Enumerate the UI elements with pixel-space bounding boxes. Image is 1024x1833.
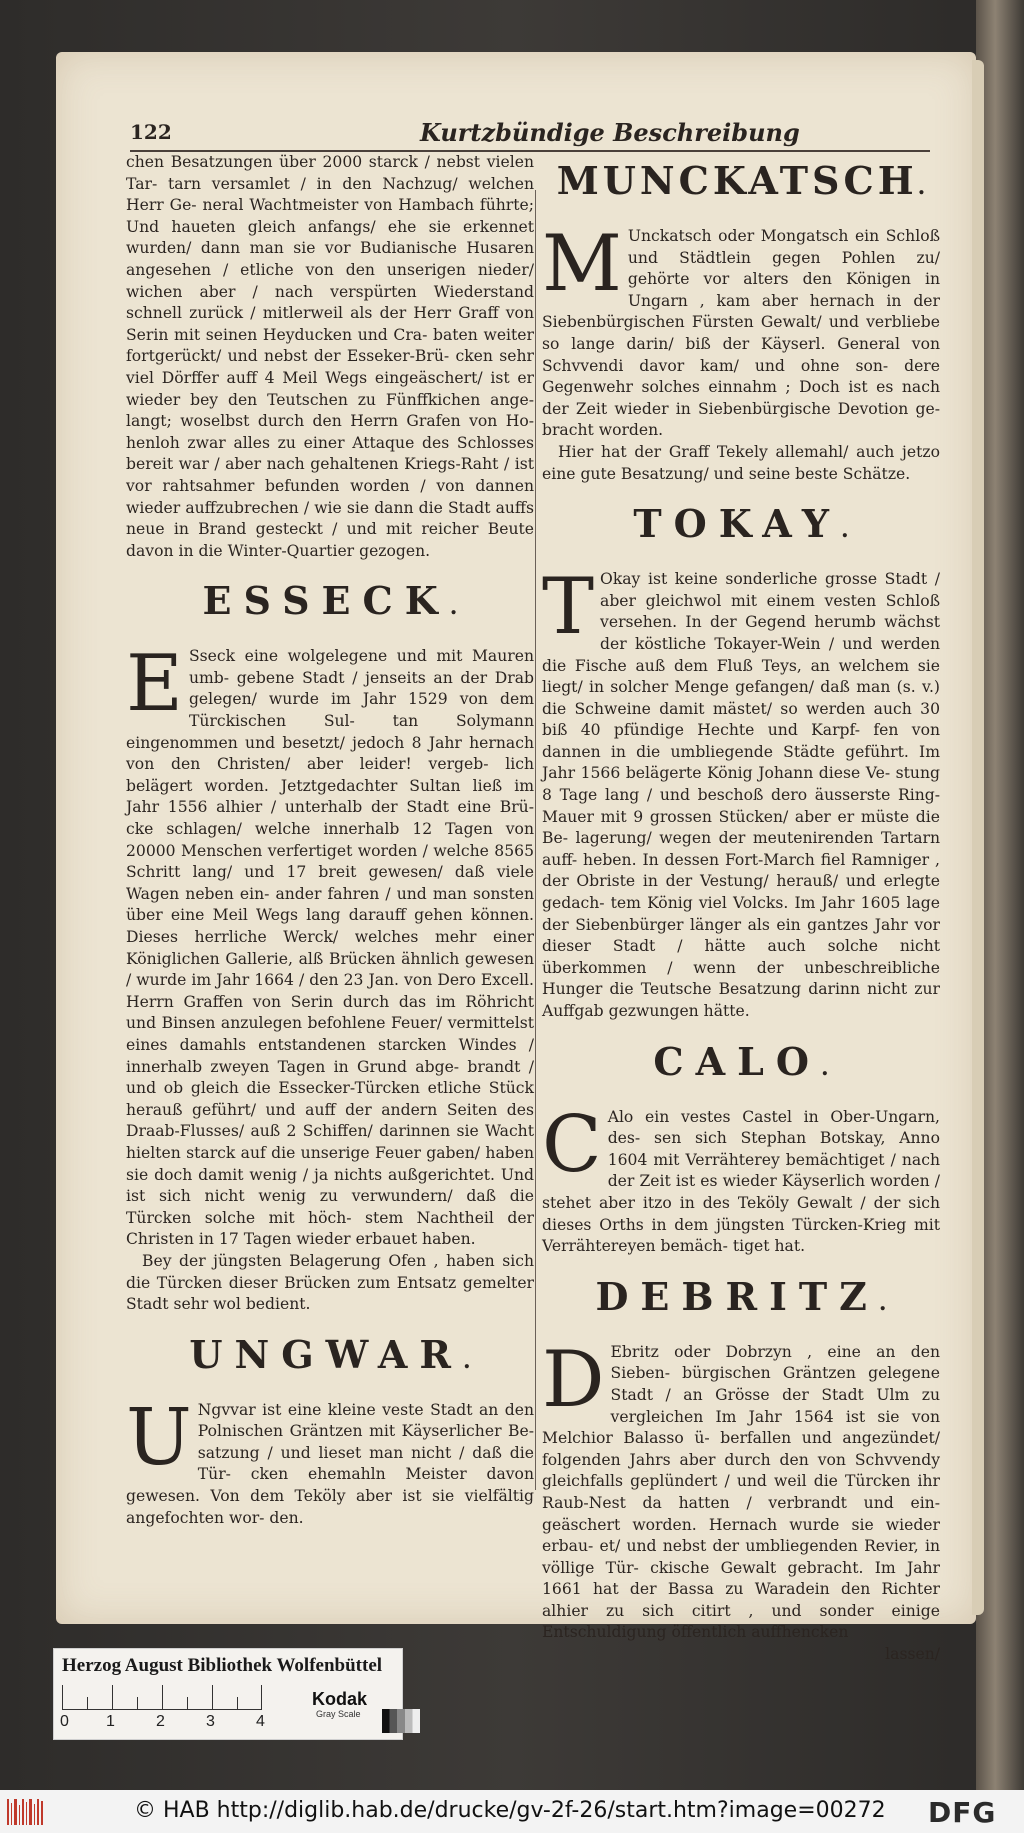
gray-scale-label: Gray Scale [316,1709,361,1719]
ruler-number: 1 [106,1713,115,1730]
running-title: Kurtzbündige Beschreibung [420,118,800,147]
heading-tokay: TOKAY . [542,503,940,551]
color-card [53,1648,403,1740]
dfg-logo: DFG [928,1796,997,1829]
tokay-paragraph-1: Okay ist keine sonderliche grosse Stadt / aber gleichwol mit einem vesten Schloß versehen. In der Gegend herumb wächst der köstliche Tokayer-Wein / und werden die Fische auß dem Fluß Teys, an welchem sie liegt/ in solcher Menge gefangen/ daß man (s. v.) die Schweine damit mästet/ so werden auch 30 biß 40 pfündige Hechte und Karpf- fen von dannen in die umbliegende Städte geführt. Im Jahr 1566 belägerte König Johann diese Ve- stung 8 Tage lang / und beschoß dero äusserste Ring- Mauer mit 9 grossen Stücken/ aber er müste die Be- lagerung/ wegen der meutenirenden Tartarn auff- heben. In dessen Fort-March fiel Ramniger , der Obriste in der Vestung/ herauß/ und erlegte gedach- tem König viel Volcks. Im Jahr 1605 lage der Siebenbürger länger als ein gantzes Jahr vor dieser Stadt / hätte auch solche nicht überkommen / wenn der unbeschreibliche Hunger die Teutsche Besatzung darinn nicht zur Auffgab gezwungen hätte. [542,570,940,1020]
ruler-tick [62,1685,63,1709]
ruler-number: 4 [256,1713,265,1730]
esseck-paragraph-1: Sseck eine wolgelegene und mit Mauren umb- gebene Stadt / jenseits an der Drab gelegen/ wurde im Jahr 1529 von dem Türckischen Sul- tan Solymann eingenommen und besetzt/ jedoch 8 Jahr hernach von den Christen/ aber leider! vergeb- lich belägert worden. Jetztgedachter Sultan ließ im Jahr 1556 alhier / unterhalb der Stadt eine Brü- cke schlagen/ welche innerhalb 12 Tagen von 20000 Menschen verfertiget worden / welche 8565 Schritt lang/ und 17 breit gewesen/ daß viele Wagen neben ein- ander fahren / und man sonsten über eine Meil Wegs lang darauff gehen können. Dieses herrliche Werck/ welches mehr einer Königlichen Gallerie, alß Brücken ähnlich gewesen / wurde im Jahr 1664 / den 23 Jan. von Dero Excell. Herrn Graffen von Serin durch das im Röhricht und Binsen anzulegen befohlene Feuer/ vermittelst eines damahls entstandenen starcken Windes / innerhalb zweyen Tagen in Grund abge- brandt / und ob gleich die Essecker-Türcken etliche Stück herauß geführt/ und auff der andern Seiten des Draab-Flusses/ auß 2 Schiffen/ darinnen sie Wacht hielten starck auf die unserige Feuer gaben/ haben sie doch damit wenig / ja nichts außgerichtet. Und ist sich nicht wenig zu verwundern/ daß die Türcken solche mit höch- stem Nachtheil der Christen in 17 Tagen wieder erbauet haben. [126,647,534,1249]
scale-ruler [62,1685,262,1710]
dropcap-e: E [126,639,183,730]
page-number: 122 [130,120,172,144]
munckatsch-paragraph-2: Hier hat der Graff Tekely allemahl/ auch jetzo eine gute Besatzung/ und seine beste Schätze. [542,442,940,483]
dropcap-u: U [126,1392,192,1483]
dropcap-m: M [542,219,622,309]
page-edge [972,60,984,1615]
ruler-tick [162,1685,163,1709]
ruler-tick [187,1697,188,1709]
heading-munckatsch: MUNCKATSCH . [542,160,940,208]
kodak-label: Kodak [312,1689,368,1709]
esseck-paragraph-2: Bey der jüngsten Belagerung Ofen , haben sich die Türcken dieser Brücken zum Entsatz gemelter Stadt sehr wol bedient. [126,1251,534,1314]
ungwar-paragraph-1: Ngvvar ist eine kleine veste Stadt an den Polnischen Gräntzen mit Käyserlicher Be- satzung / und lieset man nicht / daß die Tür- cken ehemahln Meister davon gewesen. Von dem Teköly aber ist sie vielfältig angefochten wor- den. [126,1400,534,1527]
page-header [70,80,930,147]
dropcap-t: T [542,562,595,653]
ruler-number: 3 [206,1713,215,1730]
debritz-paragraph-1: Ebritz oder Dobrzyn , eine an den Sieben- bürgischen Gräntzen gelegene Stadt / an Grösse der Stadt Ulm zu vergleichen Im Jahr 1564 ist sie von Melchior Balasso ü- berfallen und angezündet/ folgenden Jahrs aber durch den von Schvvendy gleichfalls geplündert / und weil die Türcken ihr Raub-Nest da hatten / verbrandt und ein- geäschert worden. Hernach wurde sie wieder erbau- et/ und nebst der umbliegenden Revier, in völlige Tür- ckische Gewalt gebracht. Im Jahr 1661 hat der Bassa zu Waradein den Richter alhier zu sich citirt , und sonder einige Entschuldigung öffentlich auffhencken [542,1342,940,1642]
ruler-tick [87,1697,88,1709]
catchword: lassen/ [885,1645,940,1664]
ruler-number: 0 [60,1713,69,1730]
gray-patch [382,1709,420,1733]
card-title: Herzog August Bibliothek Wolfenbüttel [62,1655,383,1676]
ruler-number: 2 [156,1713,165,1730]
calo-paragraph-1: Alo ein vestes Castel in Ober-Ungarn, des- sen sich Stephan Botskay, Anno 1604 mit Verrähterey bemächtiget / nach der Zeit ist es wieder Käyserlich worden / stehet aber itzo in des Teköly Gewalt / der sich dieses Orths in dem jüngsten Türcken-Krieg mit Verrähtereyen bemäch- tiget hat. [542,1107,940,1256]
ruler-tick [212,1685,213,1709]
ruler-tick [112,1685,113,1709]
left-column [126,152,534,1529]
heading-calo: CALO . [542,1041,940,1089]
heading-debritz: DEBRITZ . [542,1276,940,1324]
column-divider [535,190,536,1490]
right-column [542,152,940,1666]
continuation-paragraph: chen Besatzungen über 2000 starck / nebst vielen Tar- tarn versamlet / in den Nachzug/ welchen Herr Ge- neral Wachtmeister von Hambach führte; Und haueten gleich anfangs/ ehe sie erkennet wurden/ dann man sie vor Budianische Husaren angesehen / etliche von den unserigen nieder/ wichen aber / nach verspürten Wiederstand schnell zurück / mitlerweil als der Herr Graff von Serin mit seinen Heyducken und Cra- baten weiter fortgerückt/ und nebst der Esseker-Brü- cken sehr viel Dörffer auff 4 Meil Wegs eingeäschert/ ist er wieder bey den Teutschen zu Fünffkichen ange- langt; woselbst durch den Herrn Grafen von Ho- henloh zwar alles zu einer Attaque des Schlosses bereit war / aber nach gehaltenen Kriegs-Raht / ist vor rahtsahmer befunden worden / von dannen wieder auffzubrechen / wie sie dann die Stadt auffs neue in Brand gesteckt / und mit reicher Beute davon in die Winter-Quartier gezogen. [126,153,534,560]
ruler-tick [261,1685,262,1709]
footer-credit[interactable]: © HAB http://diglib.hab.de/drucke/gv-2f-26/start.htm?image=00272 [134,1798,886,1823]
ruler-tick [137,1697,138,1709]
heading-esseck: ESSECK . [126,580,534,628]
munckatsch-paragraph-1: Unckatsch oder Mongatsch ein Schloß und Städtlein gegen Pohlen zu/ gehörte vor alters den Königen in Ungarn , kam aber hernach in der Siebenbürgischen Fürsten Gewalt/ und verbliebe so lange darin/ biß der Käyserl. General von Schvvendi davor kam/ und ohne son- dere Gegenwehr solches einnahm ; Doch ist es nach der Zeit wieder in Siebenbürgische Devotion ge- bracht worden. [542,227,940,440]
hab-barcode-icon [6,1797,46,1827]
heading-ungwar: UNGWAR . [126,1334,534,1382]
dropcap-c: C [542,1099,602,1190]
ruler-tick [237,1697,238,1709]
dropcap-d: D [542,1334,605,1425]
